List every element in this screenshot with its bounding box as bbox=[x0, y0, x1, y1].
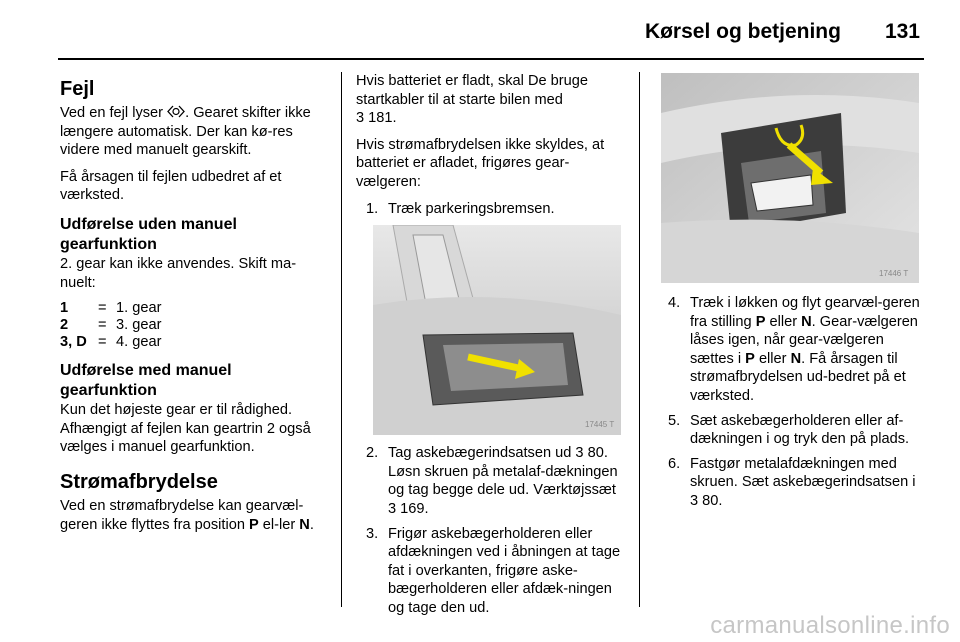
gear-value: 3. gear bbox=[116, 317, 162, 334]
header-rule bbox=[58, 58, 924, 60]
section-heading-uden: Udførelse uden manuel gearfunktion bbox=[60, 215, 237, 253]
gear-eq: = bbox=[98, 334, 107, 351]
step-number: 1. bbox=[366, 200, 379, 217]
list-item bbox=[668, 294, 922, 406]
gear-row bbox=[60, 334, 330, 351]
steps-list-2 bbox=[356, 444, 628, 617]
section-heading-strom: Strømafbrydelse bbox=[60, 470, 218, 493]
battery-paragraph bbox=[356, 72, 628, 128]
text-fragment: el-ler bbox=[258, 516, 300, 533]
fejl-paragraph-1 bbox=[60, 104, 330, 160]
footer-watermark: carmanualsonline.info bbox=[710, 612, 950, 639]
illustration-release-loop bbox=[660, 72, 920, 284]
list-item bbox=[366, 200, 628, 219]
column-1 bbox=[60, 72, 330, 542]
step-number: 3. bbox=[366, 525, 379, 542]
gear-key: 2 bbox=[60, 317, 69, 334]
position-N: N bbox=[801, 313, 812, 330]
gear-row bbox=[60, 317, 330, 334]
step-text: Frigør askebægerholderen eller afdækningen ved i åbningen at tage fat i overkanten, frigøre aske-bægerholderen eller afdæk-ningen og tage den ud. bbox=[388, 525, 621, 616]
list-item bbox=[366, 444, 628, 518]
column-3 bbox=[660, 72, 922, 517]
step-text: Fastgør metalafdækningen med skruen. Sæt askebægerindsatsen i 3 80. bbox=[690, 455, 916, 509]
page-reference: 3 181. bbox=[356, 110, 397, 127]
gearbox-warning-icon bbox=[167, 105, 185, 121]
uden-paragraph: 2. gear kan ikke anvendes. Skift ma-nuelt: bbox=[60, 255, 297, 291]
gear-key: 3, D bbox=[60, 334, 87, 351]
illustration-ashtray-opening bbox=[372, 224, 622, 436]
med-paragraph: Kun det højeste gear er til rådighed. Afhængigt af fejlen kan geartrin 2 også vælges i manuel gearfunktion. bbox=[60, 402, 311, 456]
steps-list-3 bbox=[660, 294, 922, 511]
text-fragment: . Gear-vælgeren låses igen, når gear-vælgeren sættes i bbox=[690, 313, 918, 367]
text-fragment: Ved en fejl lyser bbox=[60, 105, 168, 121]
text-fragment: . Gearet skifter ikke længere automatisk. Der kan kø-res videre med manuelt gearskift. bbox=[60, 105, 311, 159]
position-N: N bbox=[790, 350, 802, 367]
gear-table bbox=[60, 300, 330, 351]
text-fragment: eller bbox=[765, 313, 802, 330]
step-number: 6. bbox=[668, 455, 681, 472]
text-fragment: . bbox=[309, 516, 314, 533]
gear-eq: = bbox=[98, 317, 107, 334]
page-title: Kørsel og betjening bbox=[644, 20, 841, 43]
gear-value: 1. gear bbox=[116, 300, 162, 317]
section-heading-med: Udførelse med manuel gearfunktion bbox=[60, 362, 232, 400]
release-paragraph: Hvis strømafbrydelsen ikke skyldes, at batteriet er afladet, frigøres gear-vælgeren: bbox=[356, 136, 605, 190]
gear-key: 1 bbox=[60, 300, 69, 317]
position-N: N bbox=[299, 516, 310, 533]
list-item bbox=[668, 412, 922, 449]
position-P: P bbox=[755, 313, 766, 330]
gear-eq: = bbox=[98, 300, 107, 317]
step-number: 5. bbox=[668, 412, 681, 429]
step-number: 2. bbox=[366, 445, 379, 462]
text-fragment: Ved en strømafbrydelse kan gearvæl-geren ikke flyttes fra position bbox=[60, 497, 304, 533]
page-header bbox=[645, 20, 920, 44]
photo-graphic bbox=[373, 225, 621, 435]
step-text: Træk parkeringsbremsen. bbox=[388, 200, 555, 217]
list-item bbox=[668, 455, 922, 511]
column-2 bbox=[356, 72, 628, 624]
step-text: Sæt askebægerholderen eller af-dækningen i og tryk den på plads. bbox=[690, 412, 910, 448]
fejl-paragraph-2: Få årsagen til fejlen udbedret af et værksted. bbox=[60, 168, 282, 204]
section-heading-fejl: Fejl bbox=[60, 78, 95, 100]
strom-paragraph bbox=[60, 497, 330, 534]
step-number: 4. bbox=[668, 295, 681, 311]
text-fragment: Træk i løkken og flyt gearvæl-geren fra stilling bbox=[690, 295, 920, 330]
step-text bbox=[690, 294, 922, 406]
image-label: 17446 T bbox=[879, 269, 909, 278]
steps-list-1 bbox=[356, 200, 628, 219]
photo-graphic bbox=[661, 73, 919, 283]
column-divider-2 bbox=[639, 72, 640, 607]
gear-row bbox=[60, 300, 330, 317]
position-P: P bbox=[249, 516, 259, 533]
column-divider-1 bbox=[341, 72, 342, 607]
gear-value: 4. gear bbox=[116, 334, 162, 351]
text-fragment: eller bbox=[754, 350, 791, 367]
text-fragment: Hvis batteriet er fladt, skal De bruge startkabler til at starte bilen med bbox=[356, 73, 588, 108]
step-text: Tag askebægerindsatsen ud 3 80. Løsn skruen på metalaf-dækningen og tag begge dele ud. Værktøjssæt 3 169. bbox=[388, 445, 618, 517]
page-number: 131 bbox=[884, 20, 920, 43]
text-fragment: . Få årsagen til strømafbrydelsen ud-bedret på et værksted. bbox=[690, 350, 906, 404]
image-label: 17445 T bbox=[585, 420, 615, 430]
list-item bbox=[366, 525, 628, 618]
position-P: P bbox=[745, 350, 755, 367]
